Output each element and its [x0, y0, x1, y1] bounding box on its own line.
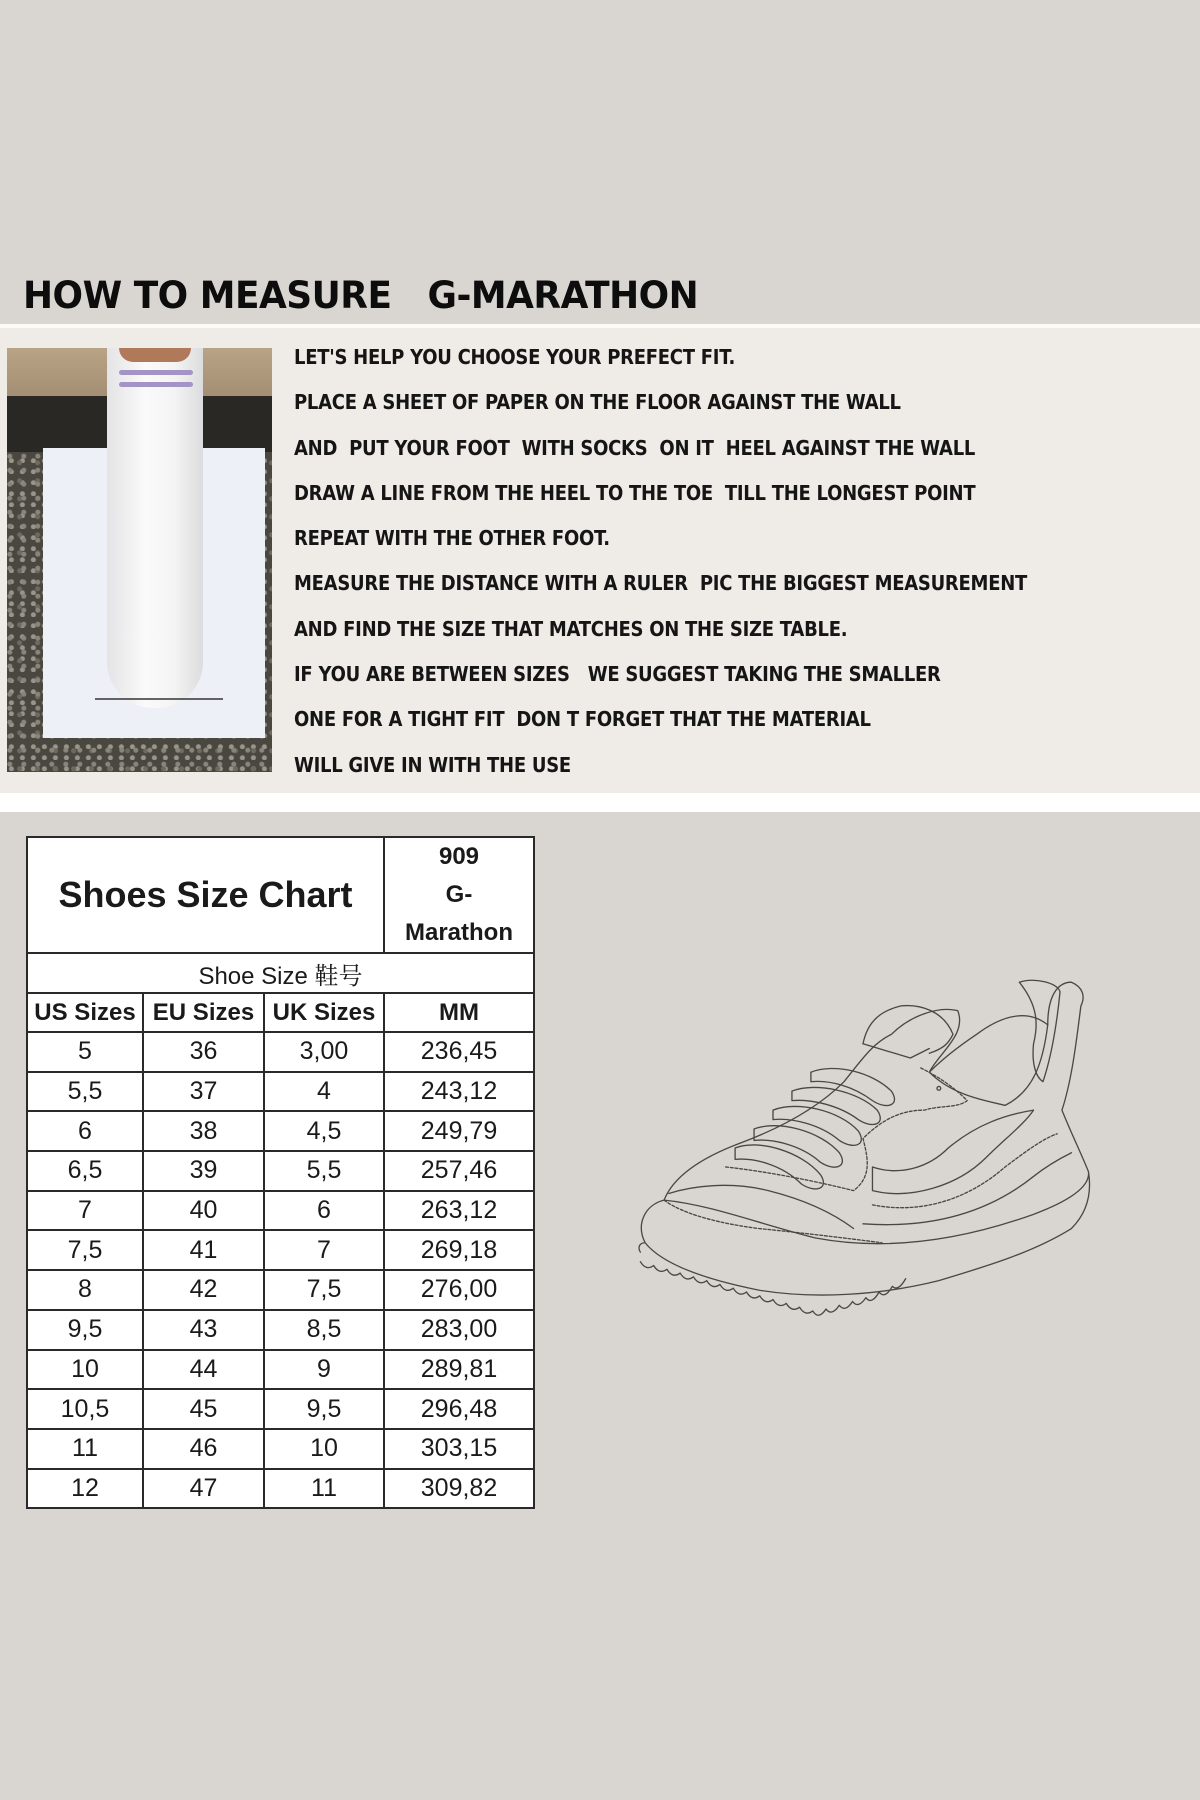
size-chart-subtitle: Shoe Size 鞋号	[27, 953, 534, 993]
mm-length: 257,46	[384, 1151, 534, 1191]
us-size: 6,5	[27, 1151, 143, 1191]
instruction-line: REPEAT WITH THE OTHER FOOT.	[294, 526, 610, 551]
uk-size: 8,5	[264, 1310, 384, 1350]
model-line: Marathon	[405, 919, 513, 946]
column-header-us: US Sizes	[27, 993, 143, 1032]
table-row	[27, 1111, 534, 1151]
us-size: 7	[27, 1191, 143, 1231]
instruction-line: LET'S HELP YOU CHOOSE YOUR PREFECT FIT.	[294, 345, 736, 369]
column-header-mm: MM	[384, 993, 534, 1032]
table-row	[27, 1310, 534, 1350]
size-chart-title: Shoes Size Chart	[27, 837, 384, 953]
mm-length: 243,12	[384, 1072, 534, 1112]
table-row	[27, 1230, 534, 1270]
table-row	[27, 1191, 534, 1231]
divider	[0, 793, 1200, 812]
instruction-line: AND FIND THE SIZE THAT MATCHES ON THE SIZE TABLE.	[294, 616, 848, 641]
uk-size: 9,5	[264, 1389, 384, 1429]
mm-length: 269,18	[384, 1230, 534, 1270]
column-header-uk: UK Sizes	[264, 993, 384, 1032]
uk-size: 3,00	[264, 1032, 384, 1072]
instruction-line: IF YOU ARE BETWEEN SIZES WE SUGGEST TAKING THE SMALLER	[294, 662, 941, 687]
pencil-line	[95, 698, 223, 700]
table-header-row	[27, 993, 534, 1032]
table-row	[27, 1469, 534, 1509]
model-name	[384, 837, 534, 953]
mm-length: 309,82	[384, 1469, 534, 1509]
instruction-line: WILL GIVE IN WITH THE USE	[294, 752, 571, 777]
instruction-line: PLACE A SHEET OF PAPER ON THE FLOOR AGAINST THE WALL	[294, 390, 901, 415]
sock-stripe	[119, 382, 193, 387]
us-size: 6	[27, 1111, 143, 1151]
eu-size: 42	[143, 1270, 264, 1310]
eu-size: 46	[143, 1429, 264, 1469]
us-size: 12	[27, 1469, 143, 1509]
uk-size: 4,5	[264, 1111, 384, 1151]
instruction-line: ONE FOR A TIGHT FIT DON T FORGET THAT THE MATERIAL	[294, 707, 871, 732]
table-row	[27, 1151, 534, 1191]
table-row	[27, 1270, 534, 1310]
model-line: G-	[445, 881, 473, 908]
eu-size: 36	[143, 1032, 264, 1072]
uk-size: 4	[264, 1072, 384, 1112]
us-size: 10,5	[27, 1389, 143, 1429]
us-size: 11	[27, 1429, 143, 1469]
uk-size: 11	[264, 1469, 384, 1509]
us-size: 9,5	[27, 1310, 143, 1350]
mm-length: 283,00	[384, 1310, 534, 1350]
model-number: 909	[438, 843, 480, 870]
instructions-list	[294, 340, 1184, 793]
table-row	[27, 1429, 534, 1469]
size-chart-table	[26, 836, 535, 1509]
uk-size: 6	[264, 1191, 384, 1231]
us-size: 8	[27, 1270, 143, 1310]
sneaker-icon	[618, 968, 1108, 1328]
table-row	[27, 1350, 534, 1390]
eu-size: 37	[143, 1072, 264, 1112]
mm-length: 289,81	[384, 1350, 534, 1390]
uk-size: 7,5	[264, 1270, 384, 1310]
eu-size: 41	[143, 1230, 264, 1270]
table-row	[27, 1389, 534, 1429]
photo-sock	[107, 348, 203, 708]
instruction-line: MEASURE THE DISTANCE WITH A RULER PIC THE BIGGEST MEASUREMENT	[294, 571, 1028, 596]
eu-size: 39	[143, 1151, 264, 1191]
mm-length: 249,79	[384, 1111, 534, 1151]
mm-length: 236,45	[384, 1032, 534, 1072]
uk-size: 9	[264, 1350, 384, 1390]
mm-length: 263,12	[384, 1191, 534, 1231]
uk-size: 5,5	[264, 1151, 384, 1191]
us-size: 7,5	[27, 1230, 143, 1270]
eu-size: 40	[143, 1191, 264, 1231]
instruction-line: AND PUT YOUR FOOT WITH SOCKS ON IT HEEL AGAINST THE WALL	[294, 435, 976, 460]
eu-size: 47	[143, 1469, 264, 1509]
column-header-eu: EU Sizes	[143, 993, 264, 1032]
uk-size: 7	[264, 1230, 384, 1270]
eu-size: 38	[143, 1111, 264, 1151]
us-size: 10	[27, 1350, 143, 1390]
eu-size: 43	[143, 1310, 264, 1350]
instruction-line: DRAW A LINE FROM THE HEEL TO THE TOE TILL THE LONGEST POINT	[294, 480, 976, 505]
mm-length: 303,15	[384, 1429, 534, 1469]
us-size: 5	[27, 1032, 143, 1072]
us-size: 5,5	[27, 1072, 143, 1112]
page-title: HOW TO MEASURE G-MARATHON	[23, 274, 699, 317]
sock-stripe	[119, 370, 193, 375]
table-row	[27, 1032, 534, 1072]
uk-size: 10	[264, 1429, 384, 1469]
mm-length: 296,48	[384, 1389, 534, 1429]
foot-measurement-photo	[7, 348, 272, 772]
mm-length: 276,00	[384, 1270, 534, 1310]
eu-size: 45	[143, 1389, 264, 1429]
eu-size: 44	[143, 1350, 264, 1390]
photo-leg	[119, 348, 191, 362]
table-row	[27, 1072, 534, 1112]
